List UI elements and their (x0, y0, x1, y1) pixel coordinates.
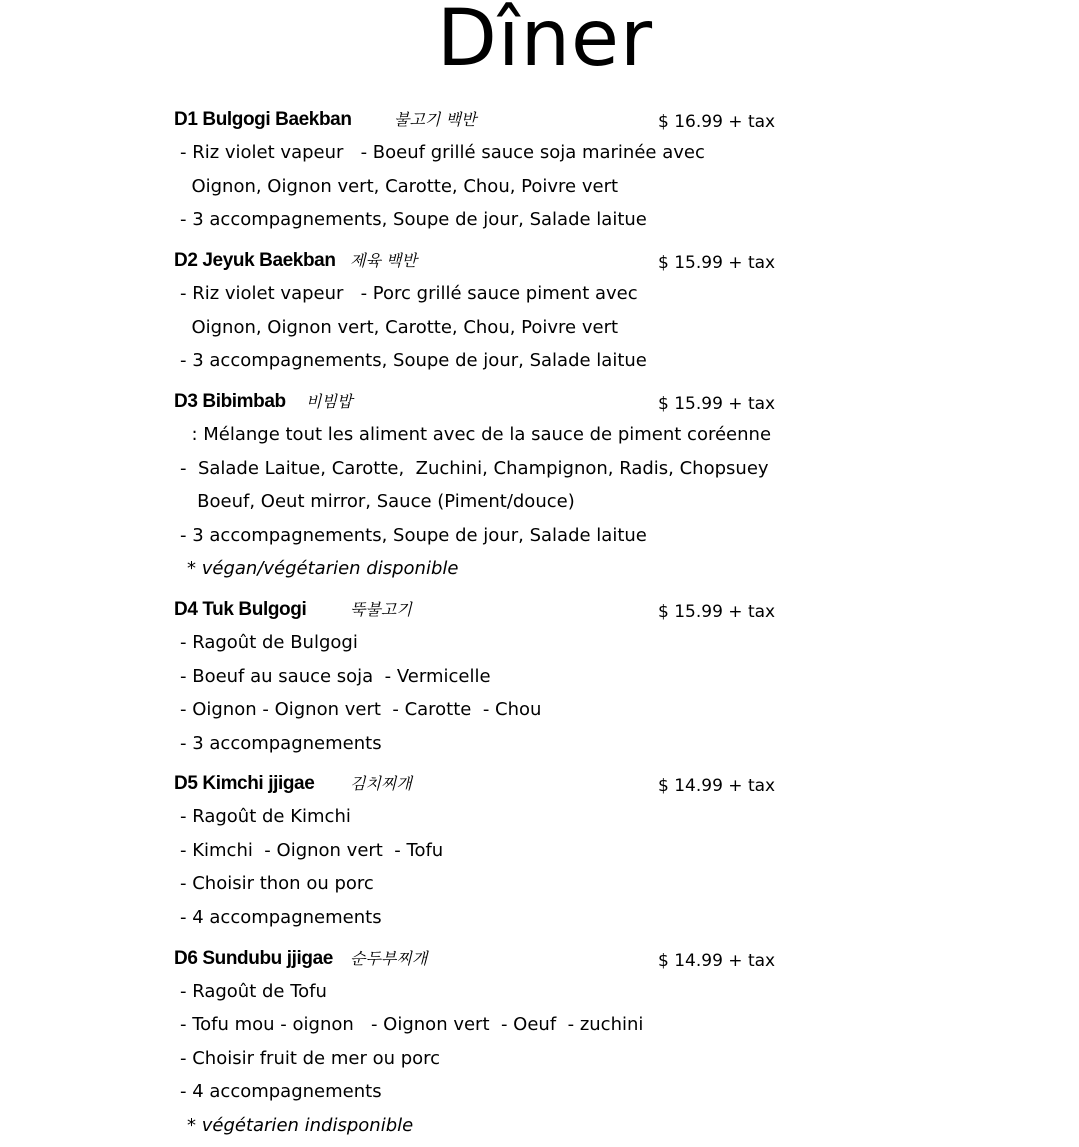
menu-item-name: D1 Bulgogi Baekban (174, 109, 352, 130)
menu-item-header (174, 390, 1034, 420)
menu-item-korean-name: 뚝불고기 (350, 600, 412, 619)
menu-item-line: - Riz violet vapeur - Boeuf grillé sauce soja marinée avec (180, 142, 705, 163)
menu-item-name: D4 Tuk Bulgogi (174, 599, 307, 620)
menu-item-price: $ 15.99 + tax (658, 253, 776, 273)
menu-item-korean-name: 비빔밥 (306, 392, 353, 411)
menu-item-line: - Boeuf au sauce soja - Vermicelle (180, 666, 491, 687)
page-title: Dîner (436, 0, 654, 84)
menu-item-korean-name: 순두부찌개 (350, 949, 428, 968)
menu-item-name: D2 Jeyuk Baekban (174, 250, 336, 271)
menu-item-line: - Choisir fruit de mer ou porc (180, 1048, 441, 1069)
menu-item-line: : Mélange tout les aliment avec de la sauce de piment coréenne (180, 424, 772, 445)
menu-item-note: * végétarien indisponible (187, 1115, 414, 1136)
menu-item-korean-name: 불고기 백반 (394, 110, 477, 129)
menu-item-line: Boeuf, Oeut mirror, Sauce (Piment/douce) (180, 491, 575, 512)
menu-item-header (174, 772, 1034, 802)
menu-item-line: - 4 accompagnements (180, 1081, 382, 1102)
menu-item-name: D5 Kimchi jjigae (174, 773, 315, 794)
menu-item-line: - Oignon - Oignon vert - Carotte - Chou (180, 699, 542, 720)
menu-item-price: $ 15.99 + tax (658, 602, 776, 622)
menu-item-line: - 3 accompagnements (180, 733, 382, 754)
menu-item-line: - 3 accompagnements, Soupe de jour, Salade laitue (180, 525, 647, 546)
menu-item-line: - 3 accompagnements, Soupe de jour, Salade laitue (180, 209, 647, 230)
menu-item-line: - Ragoût de Tofu (180, 981, 327, 1002)
menu-item-price: $ 16.99 + tax (658, 112, 776, 132)
menu-item-korean-name: 김치찌개 (350, 774, 412, 793)
menu-item-line: Oignon, Oignon vert, Carotte, Chou, Poivre vert (180, 317, 619, 338)
menu-item-line: - Riz violet vapeur - Porc grillé sauce piment avec (180, 283, 638, 304)
menu-item-line: - Salade Laitue, Carotte, Zuchini, Champignon, Radis, Chopsuey (180, 458, 769, 479)
menu-item-header (174, 598, 1034, 628)
menu-item-header (174, 249, 1034, 279)
menu-item-line: - Choisir thon ou porc (180, 873, 374, 894)
menu-item-price: $ 14.99 + tax (658, 776, 776, 796)
menu-item-name: D3 Bibimbab (174, 391, 286, 412)
menu-item-line: - Tofu mou - oignon - Oignon vert - Oeuf - zuchini (180, 1014, 644, 1035)
menu-item-line: - 4 accompagnements (180, 907, 382, 928)
menu-item-line: - Kimchi - Oignon vert - Tofu (180, 840, 444, 861)
menu-item-price: $ 14.99 + tax (658, 951, 776, 971)
menu-item-price: $ 15.99 + tax (658, 394, 776, 414)
menu-item-line: Oignon, Oignon vert, Carotte, Chou, Poivre vert (180, 176, 619, 197)
menu-item-line: - Ragoût de Bulgogi (180, 632, 358, 653)
menu-item-note: * végan/végétarien disponible (187, 558, 459, 579)
menu-item-header (174, 108, 1034, 138)
menu-item-header (174, 947, 1034, 977)
menu-item-line: - Ragoût de Kimchi (180, 806, 351, 827)
menu-item-line: - 3 accompagnements, Soupe de jour, Salade laitue (180, 350, 647, 371)
menu-item-korean-name: 제육 백반 (350, 251, 417, 270)
menu-item-name: D6 Sundubu jjigae (174, 948, 333, 969)
